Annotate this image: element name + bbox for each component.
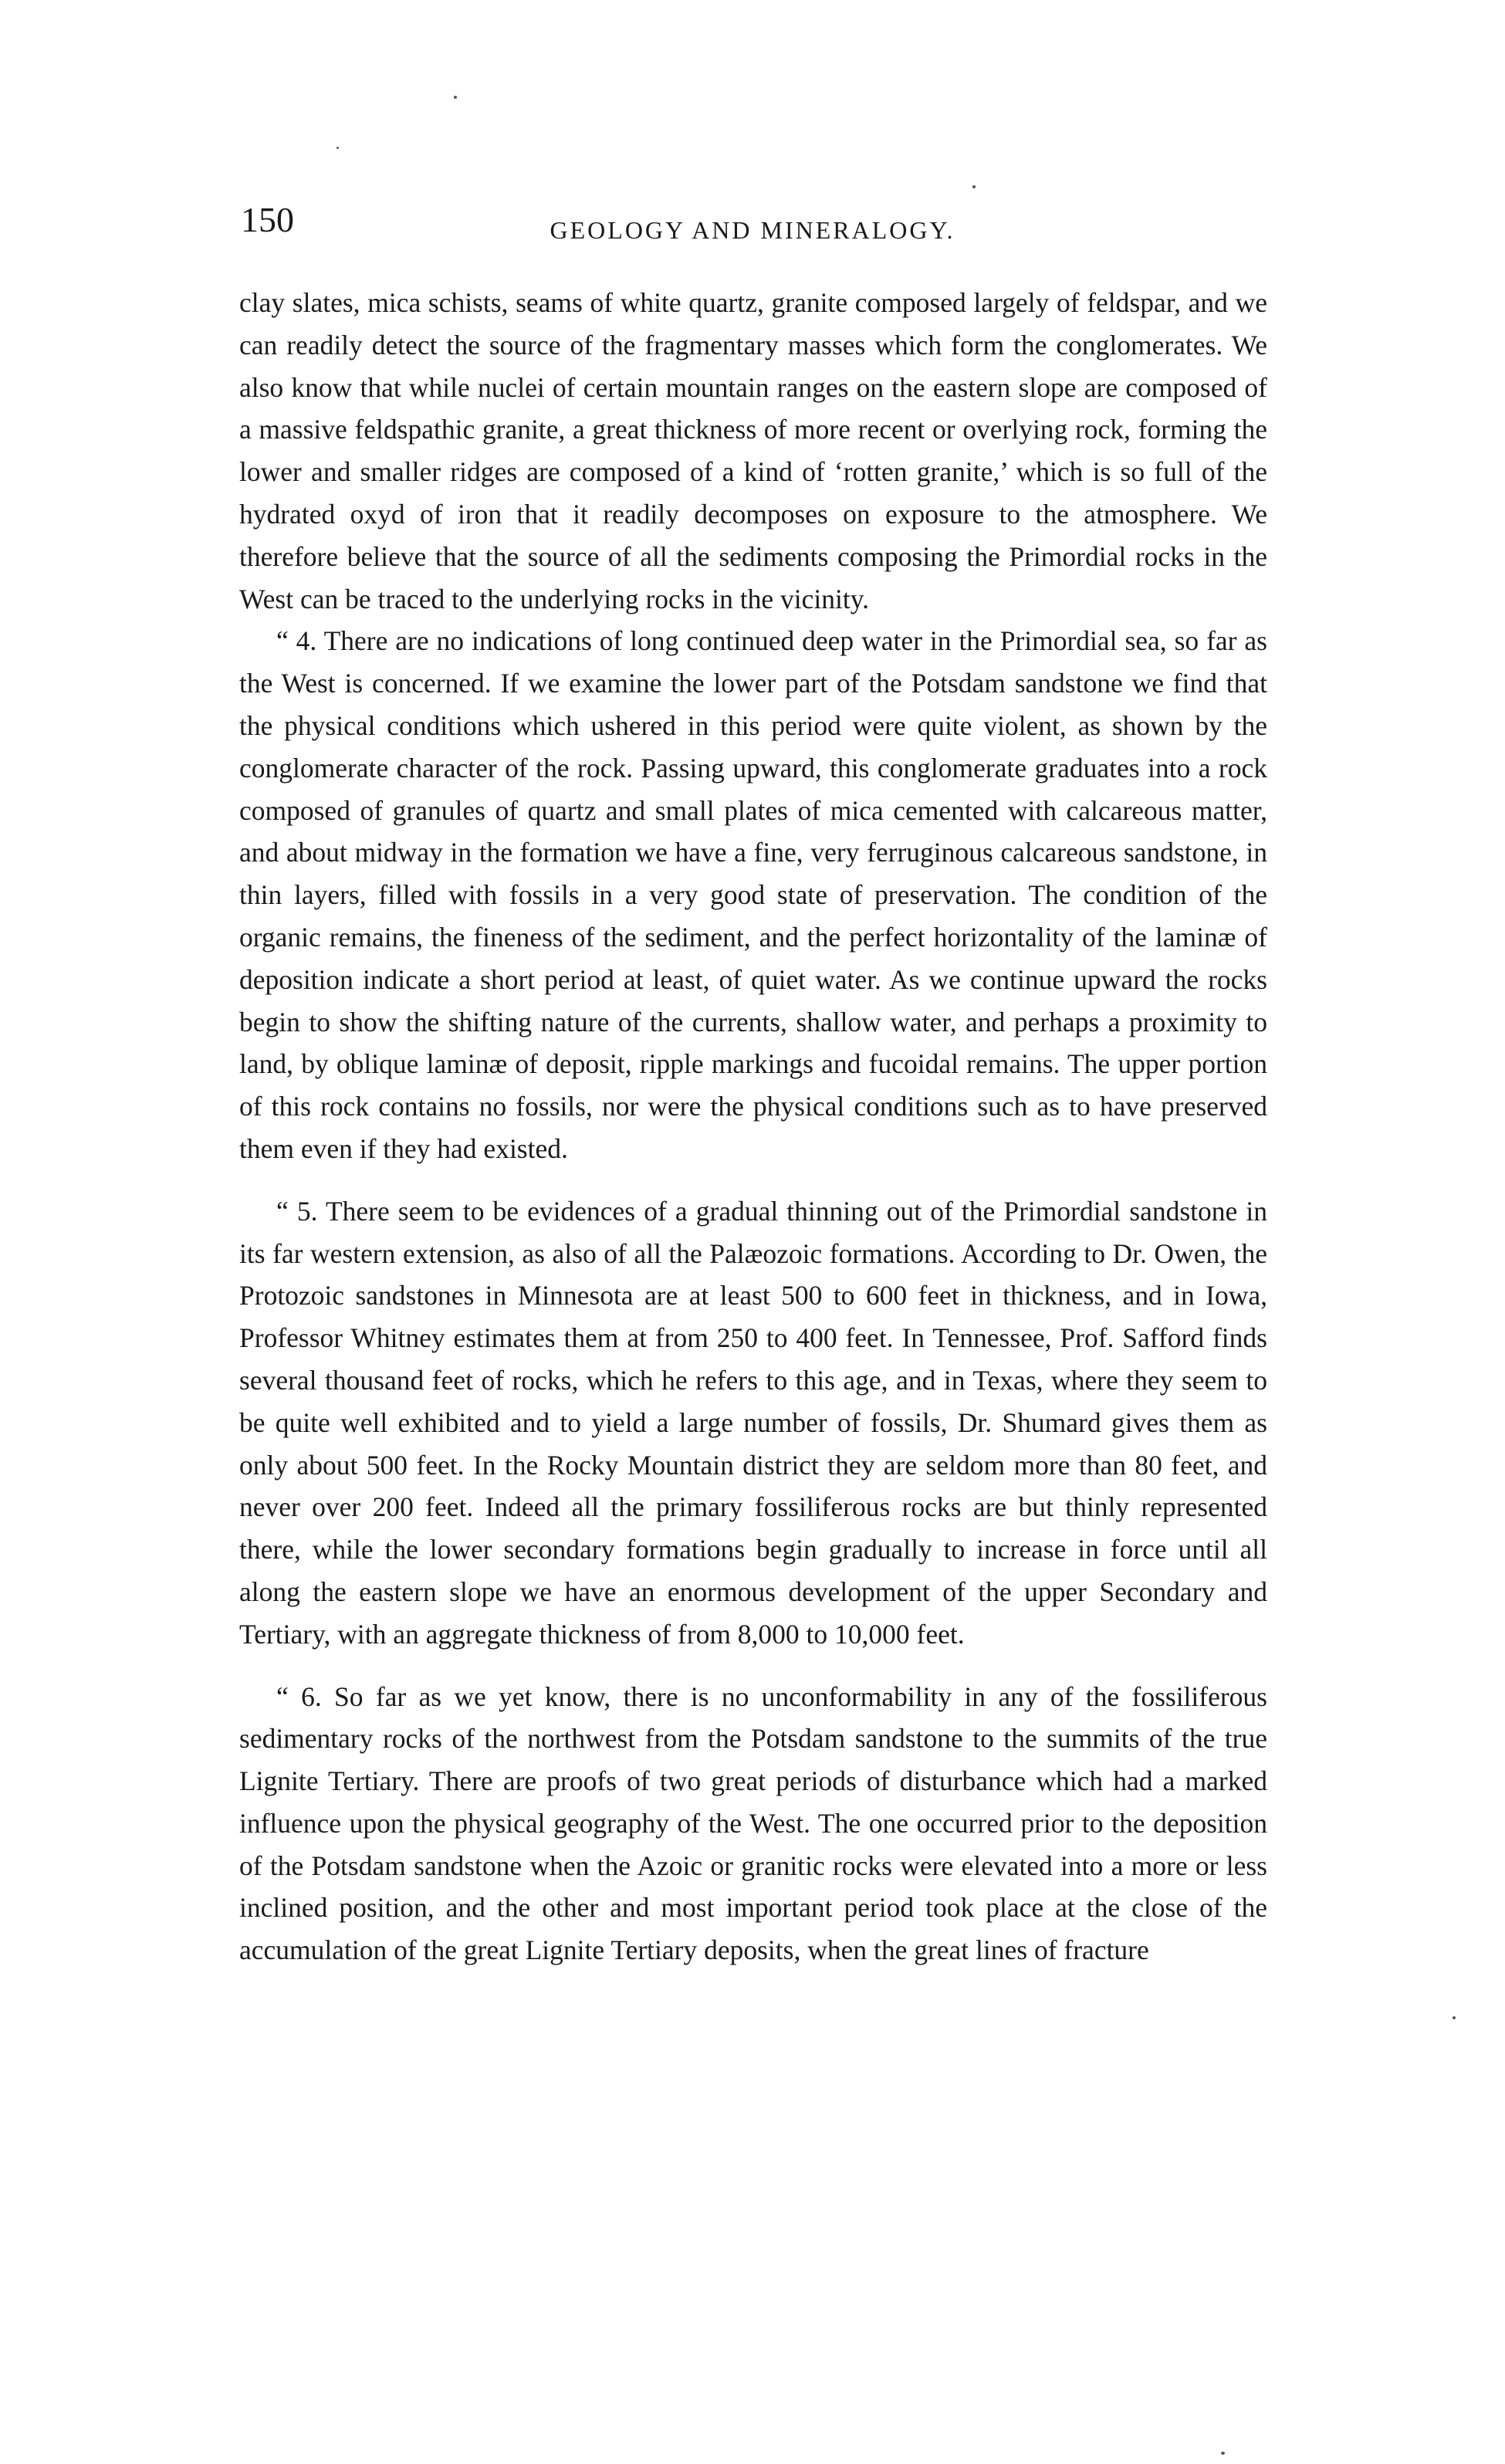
scan-speck [454,96,457,99]
scan-speck [337,147,339,149]
paragraph: “ 6. So far as we yet know, there is no unconformability in any of the fossiliferous sedimentary rocks of the northwest from the Potsdam sandstone to the summits of the true Lignite Tertiary. There are proofs of two great periods of disturbance which had a marked influence upon the physical geography of the West. The one occurred prior to the deposition of the Potsdam sandstone when the Azoic or granitic rocks were elevated into a more or less inclined position, and the other and most important period took place at the close of the accumulation of the great Lignite Tertiary deposits, when the great lines of fracture [239,1680,1267,1966]
paragraph: clay slates, mica schists, seams of white quartz, granite composed largely of feldspar, and we can readily detect the source of the fragmentary masses which form the conglomerates. We also know that while nuclei of certain mountain ranges on the eastern slope are composed of a massive feldspathic granite, a great thickness of more recent or overlying rock, forming the lower and smaller ridges are composed of a kind of ‘rotten granite,’ which is so full of the hydrated oxyd of iron that it readily decomposes on exposure to the atmosphere. We therefore believe that the source of all the sediments composing the Primordial rocks in the West can be traced to the underlying rocks in the vicinity. [239,287,1267,614]
body-text [239,282,1267,1972]
scan-speck [972,185,976,188]
paragraph: “ 4. There are no indications of long continued deep water in the Primordial sea, so far as the West is concerned. If we examine the lower part of the Potsdam sandstone we find that the physical conditions which ushered in this period were quite violent, as shown by the conglomerate character of the rock. Passing upward, this conglomerate graduates into a rock composed of granules of quartz and small plates of mica cemented with calcareous matter, and about midway in the formation we have a fine, very ferruginous calcareous sandstone, in thin layers, filled with fossils in a very good state of preservation. The condition of the organic remains, the fineness of the sediment, and the perfect horizontality of the laminæ of deposition indicate a short period at least, of quiet water. As we continue upward the rocks begin to show the shifting nature of the currents, shallow water, and perhaps a proximity to land, by oblique laminæ of deposit, ripple markings and fucoidal remains. The upper portion of this rock contains no fossils, nor were the physical conditions such as to have preserved them even if they had existed. [239,625,1267,1164]
scan-speck [1453,2016,1456,2019]
paragraph: “ 5. There seem to be evidences of a gradual thinning out of the Primordial sandstone in its far western extension, as also of all the Palæozoic formations. According to Dr. Owen, the Protozoic sandstones in Minnesota are at least 500 to 600 feet in thickness, and in Iowa, Professor Whitney estimates them at from 250 to 400 feet. In Tennessee, Prof. Safford finds several thousand feet of rocks, which he refers to this age, and in Texas, where they seem to be quite well exhibited and to yield a large number of fossils, Dr. Shumard gives them as only about 500 feet. In the Rocky Mountain district they are seldom more than 80 feet, and never over 200 feet. Indeed all the primary fossiliferous rocks are but thinly represented there, while the lower secondary formations begin gradually to increase in force until all along the eastern slope we have an enormous development of the upper Secondary and Tertiary, with an aggregate thickness of from 8,000 to 10,000 feet. [239,1195,1267,1650]
running-title: GEOLOGY AND MINERALOGY. [550,216,955,244]
scan-speck [1221,2452,1225,2455]
page-number: 150 [241,200,294,239]
